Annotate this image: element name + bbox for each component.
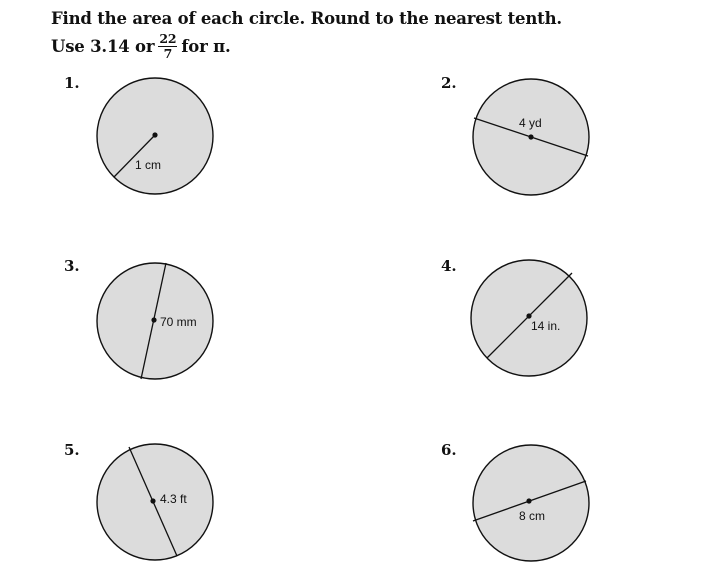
measure-label-6: 8 cm: [519, 509, 546, 523]
measure-label-2: 4 yd: [519, 116, 542, 130]
problem-number-3: 3.: [64, 257, 80, 275]
circle-figure-2: [471, 77, 591, 197]
problem-number-1: 1.: [64, 74, 80, 92]
problem-number-6: 6.: [441, 441, 457, 459]
circle-figure-1: [95, 76, 215, 196]
center-point-3: [151, 317, 156, 322]
center-point-1: [152, 132, 157, 137]
instruction-prefix: Use 3.14 or: [51, 37, 155, 56]
instruction-suffix: for π.: [181, 37, 231, 56]
instruction-line-1: Find the area of each circle. Round to the nearest tenth.: [51, 9, 562, 28]
problem-number-2: 2.: [441, 74, 457, 92]
center-point-6: [526, 498, 531, 503]
measure-label-3: 70 mm: [160, 315, 197, 329]
fraction-denominator: 7: [163, 46, 173, 61]
center-point-4: [526, 313, 531, 318]
circle-figure-6: [471, 443, 591, 563]
circle-figure-3: [95, 261, 215, 381]
pi-fraction: [158, 33, 177, 60]
measure-label-1: 1 cm: [135, 158, 162, 172]
center-point-2: [528, 134, 533, 139]
measure-label-5: 4.3 ft: [160, 492, 187, 506]
problem-number-4: 4.: [441, 257, 457, 275]
instruction-line-2: [51, 33, 231, 60]
fraction-numerator: 22: [159, 31, 177, 46]
circle-6: [473, 445, 589, 561]
circle-figure-5: [95, 442, 215, 562]
measure-label-4: 14 in.: [531, 319, 561, 333]
circle-figure-4: [469, 258, 589, 378]
problem-number-5: 5.: [64, 441, 80, 459]
center-point-5: [150, 498, 155, 503]
